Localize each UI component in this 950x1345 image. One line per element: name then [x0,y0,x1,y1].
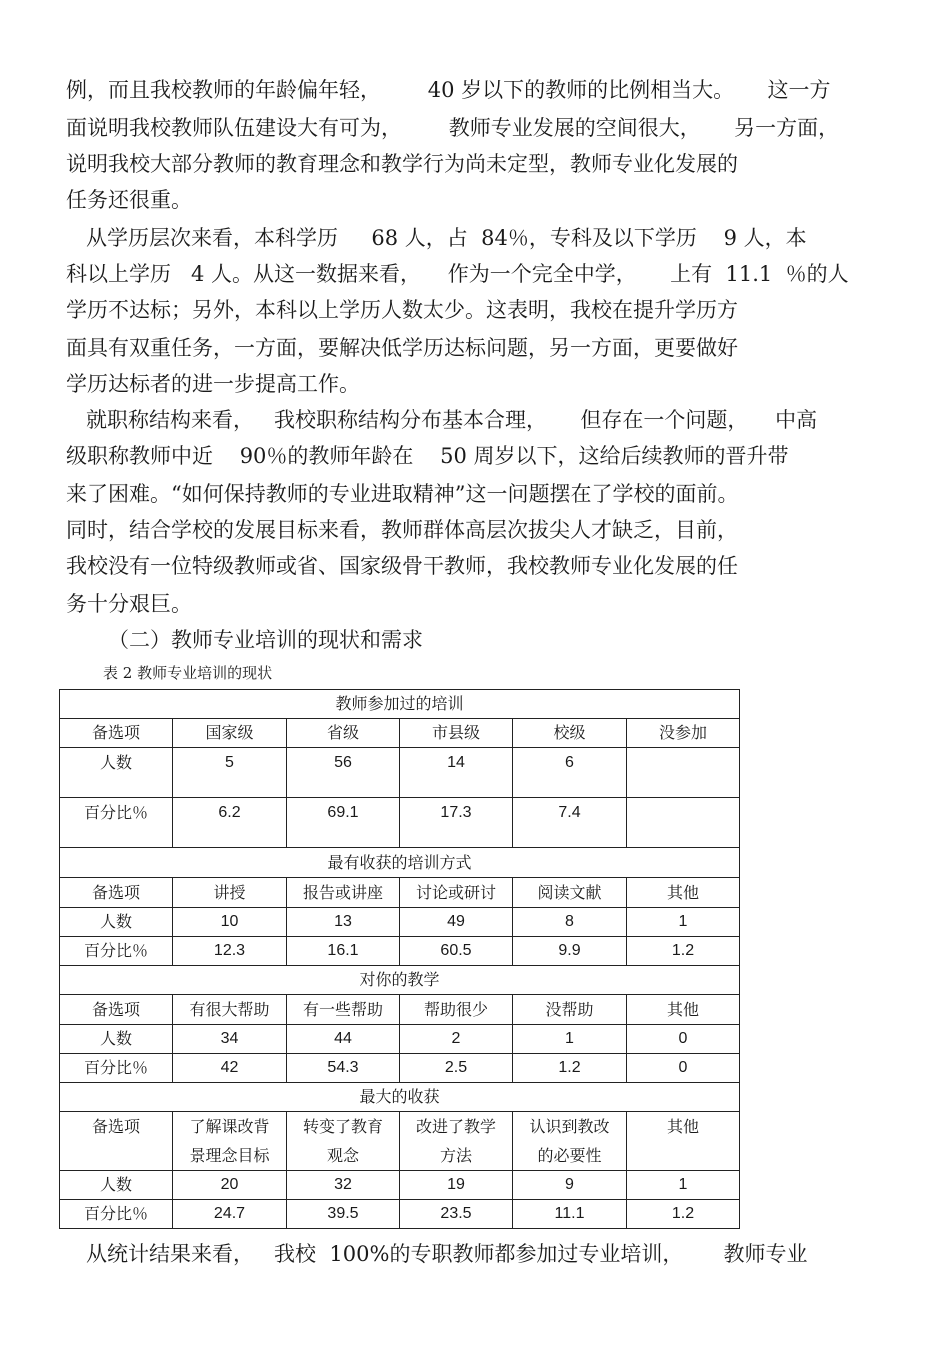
count-cell: 9 [513,1171,627,1200]
option-cell: 帮助很少 [400,995,513,1025]
count-cell [627,748,740,798]
group-title: 最大的收获 [60,1083,740,1112]
count-cell: 34 [173,1025,287,1054]
row-label: 人数 [60,908,173,937]
count-cell: 2 [400,1025,513,1054]
option-line: 转变了教育 [302,1117,383,1136]
text-line: 从学历层次来看，本科学历 68 人，占 84％，专科及以下学历 9 人，本 [66,226,807,250]
percent-cell: 11.1 [513,1200,627,1229]
count-cell: 1 [627,908,740,937]
percent-cell: 16.1 [287,937,400,966]
percent-cell: 12.3 [173,937,287,966]
count-cell: 8 [513,908,627,937]
count-cell: 10 [173,908,287,937]
text-line: 任务还很重。 [66,188,192,212]
group-title: 最有收获的培训方式 [60,848,740,878]
percent-cell: 1.2 [627,1200,740,1229]
percent-cell: 2.5 [400,1054,513,1083]
group-title: 对你的教学 [60,966,740,995]
percent-cell: 1.2 [627,937,740,966]
option-line: 观念 [326,1146,359,1165]
section-heading: （二）教师专业培训的现状和需求 [108,628,423,652]
percent-cell: 1.2 [513,1054,627,1083]
row-label: 人数 [60,1025,173,1054]
count-cell: 44 [287,1025,400,1054]
option-cell [513,1112,627,1171]
option-cell: 市县级 [400,719,513,748]
text-line: 面具有双重任务，一方面，要解决低学历达标问题，另一方面，更要做好 [66,336,738,360]
text-line: 就职称结构来看， 我校职称结构分布基本合理， 但存在一个问题， 中高 [66,408,818,432]
row-label: 备选项 [60,995,173,1025]
option-cell: 阅读文献 [513,878,627,908]
option-cell: 讨论或研讨 [400,878,513,908]
percent-cell: 39.5 [287,1200,400,1229]
option-cell [173,1112,287,1171]
row-label: 备选项 [60,719,173,748]
option-line: 了解课改背 [189,1117,270,1136]
count-cell: 5 [173,748,287,798]
option-cell: 有一些帮助 [287,995,400,1025]
count-cell: 1 [627,1171,740,1200]
row-label: 百分比％ [60,1054,173,1083]
row-label: 百分比％ [60,1200,173,1229]
option-cell: 讲授 [173,878,287,908]
option-line: 的必要性 [537,1146,602,1165]
percent-cell: 9.9 [513,937,627,966]
count-cell: 0 [627,1025,740,1054]
text-line: 级职称教师中近 90％的教师年龄在 50 周岁以下，这给后续教师的晋升带 [66,444,789,468]
percent-cell: 24.7 [173,1200,287,1229]
count-cell: 56 [287,748,400,798]
option-cell: 其他 [627,878,740,908]
text-line: 同时，结合学校的发展目标来看，教师群体高层次拔尖人才缺乏，目前， [66,518,738,542]
option-cell [400,1112,513,1171]
option-cell [287,1112,400,1171]
count-cell: 13 [287,908,400,937]
count-cell: 6 [513,748,627,798]
option-cell: 有很大帮助 [173,995,287,1025]
text-line: 说明我校大部分教师的教育理念和教学行为尚未定型，教师专业化发展的 [66,152,738,176]
percent-cell: 6.2 [173,798,287,848]
text-line: 务十分艰巨。 [66,592,192,616]
row-label: 人数 [60,748,173,798]
percent-cell: 69.1 [287,798,400,848]
percent-cell: 60.5 [400,937,513,966]
row-label: 百分比％ [60,937,173,966]
row-label: 备选项 [60,878,173,908]
option-cell: 省级 [287,719,400,748]
percent-cell: 7.4 [513,798,627,848]
row-label: 百分比％ [60,798,173,848]
text-line: 学历不达标；另外，本科以上学历人数太少。这表明，我校在提升学历方 [66,298,738,322]
count-cell: 14 [400,748,513,798]
count-cell: 20 [173,1171,287,1200]
text-line: 从统计结果来看， 我校 100%的专职教师都参加过专业培训， 教师专业 [66,1242,808,1266]
option-cell: 没参加 [627,719,740,748]
option-cell: 其他 [627,1112,740,1171]
text-line: 例，而且我校教师的年龄偏年轻， 40 岁以下的教师的比例相当大。 这一方 [66,78,831,102]
option-cell: 报告或讲座 [287,878,400,908]
percent-cell: 23.5 [400,1200,513,1229]
percent-cell: 42 [173,1054,287,1083]
percent-cell: 54.3 [287,1054,400,1083]
count-cell: 32 [287,1171,400,1200]
text-line: 学历达标者的进一步提高工作。 [66,372,360,396]
option-cell: 国家级 [173,719,287,748]
percent-cell: 0 [627,1054,740,1083]
option-line: 认识到教改 [529,1117,610,1136]
count-cell: 1 [513,1025,627,1054]
option-cell: 其他 [627,995,740,1025]
text-line: 来了困难。“如何保持教师的专业进取精神”这一问题摆在了学校的面前。 [66,482,739,506]
count-cell: 49 [400,908,513,937]
option-cell: 没帮助 [513,995,627,1025]
group-title: 教师参加过的培训 [60,690,740,719]
text-line: 科以上学历 4 人。从这一数据来看， 作为一个完全中学， 上有 11.1 ％的人 [66,262,849,286]
percent-cell: 17.3 [400,798,513,848]
training-status-table [59,689,740,1229]
table-caption: 表 2 教师专业培训的现状 [103,664,273,682]
option-line: 方法 [439,1146,472,1165]
option-cell: 校级 [513,719,627,748]
option-line: 改进了教学 [415,1117,496,1136]
option-line: 景理念目标 [189,1146,270,1165]
text-line: 面说明我校教师队伍建设大有可为， 教师专业发展的空间很大， 另一方面， [66,116,840,140]
row-label: 人数 [60,1171,173,1200]
row-label: 备选项 [60,1112,173,1171]
percent-cell [627,798,740,848]
count-cell: 19 [400,1171,513,1200]
text-line: 我校没有一位特级教师或省、国家级骨干教师，我校教师专业化发展的任 [66,554,738,578]
